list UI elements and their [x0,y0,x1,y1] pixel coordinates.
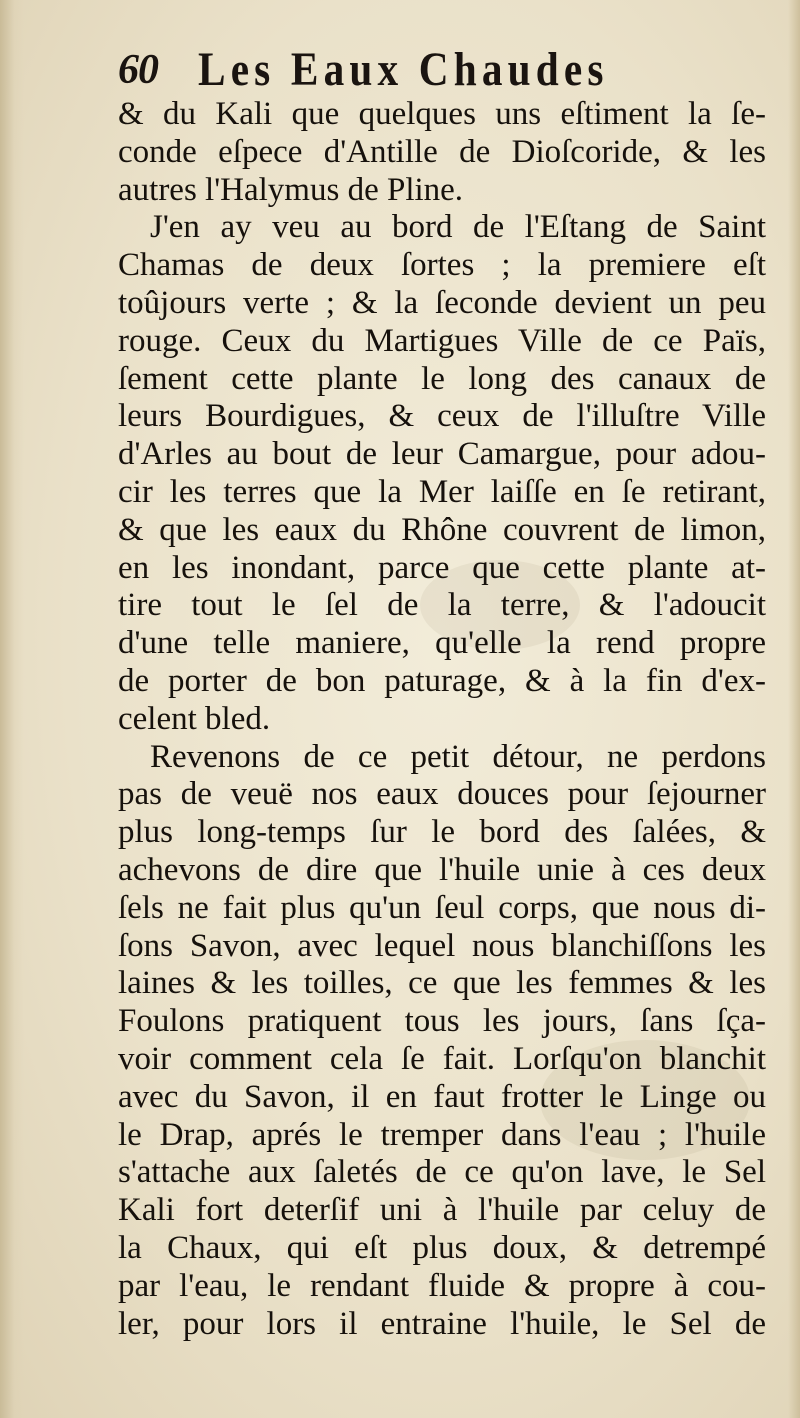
body-text [118,96,766,1343]
text-line: & du Kali que quelques uns eſtiment la ſe- [118,96,766,132]
text-line: de porter de bon paturage, & à la fin d'ex- [118,662,766,699]
text-line: cir les terres que la Mer laiſſe en ſe retirant, [118,473,766,510]
text-line: voir comment cela ſe fait. Lorſqu'on blanchit [118,1040,766,1077]
running-title: Les Eaux Chaudes [198,43,609,96]
text-line: rouge. Ceux du Martigues Ville de ce Païs, [118,322,766,359]
text-line: conde eſpece d'Antille de Dioſcoride, & les [118,133,766,170]
binding-shadow [0,0,24,1418]
text-line: ſons Savon, avec lequel nous blanchiſſons les [118,927,766,964]
page-edge-shadow [788,0,800,1418]
paragraph-first-line: J'en ay veu au bord de l'Eſtang de Saint [150,209,766,246]
text-line: Chamas de deux ſortes ; la premiere eſt [118,247,766,284]
page-header [118,42,768,102]
text-line: d'Arles au bout de leur Camargue, pour adou- [118,436,766,473]
paragraph-first-line: Revenons de ce petit détour, ne perdons [150,738,766,775]
text-line: ſement cette plante le long des canaux de [118,360,766,397]
text-line: achevons de dire que l'huile unie à ces deux [118,851,766,888]
text-line: tire tout le ſel de la terre, & l'adoucit [118,587,766,624]
text-line: la Chaux, qui eſt plus doux, & detrempé [118,1229,766,1266]
text-line: toûjours verte ; & la ſeconde devient un peu [118,284,766,321]
text-line: par l'eau, le rendant fluide & propre à cou- [118,1267,766,1304]
text-line: en les inondant, parce que cette plante at- [118,549,766,586]
text-line: ler, pour lors il entraine l'huile, le Sel de [118,1305,766,1342]
text-line: celent bled. [118,700,271,737]
text-line: plus long-temps ſur le bord des ſalées, & [118,814,766,851]
page-number: 60 [118,47,158,93]
text-line: d'une telle maniere, qu'elle la rend propre [118,625,766,662]
text-line: le Drap, aprés le tremper dans l'eau ; l'huile [118,1116,766,1153]
text-line: Foulons pratiquent tous les jours, ſans ſça- [118,1003,766,1040]
text-line: ſels ne fait plus qu'un ſeul corps, que nous di- [118,889,766,926]
text-line: avec du Savon, il en faut frotter le Linge ou [118,1078,766,1115]
text-line: autres l'Halymus de Pline. [118,171,464,208]
text-line: Kali fort deterſif uni à l'huile par celuy de [118,1192,766,1229]
text-line: & que les eaux du Rhône couvrent de limon, [118,511,766,548]
text-line: laines & les toilles, ce que les femmes & les [118,965,766,1002]
text-line: pas de veuë nos eaux douces pour ſejourner [118,776,766,813]
text-line: leurs Bourdigues, & ceux de l'illuſtre Ville [118,398,766,435]
text-line: s'attache aux ſaletés de ce qu'on lave, le Sel [118,1154,766,1191]
